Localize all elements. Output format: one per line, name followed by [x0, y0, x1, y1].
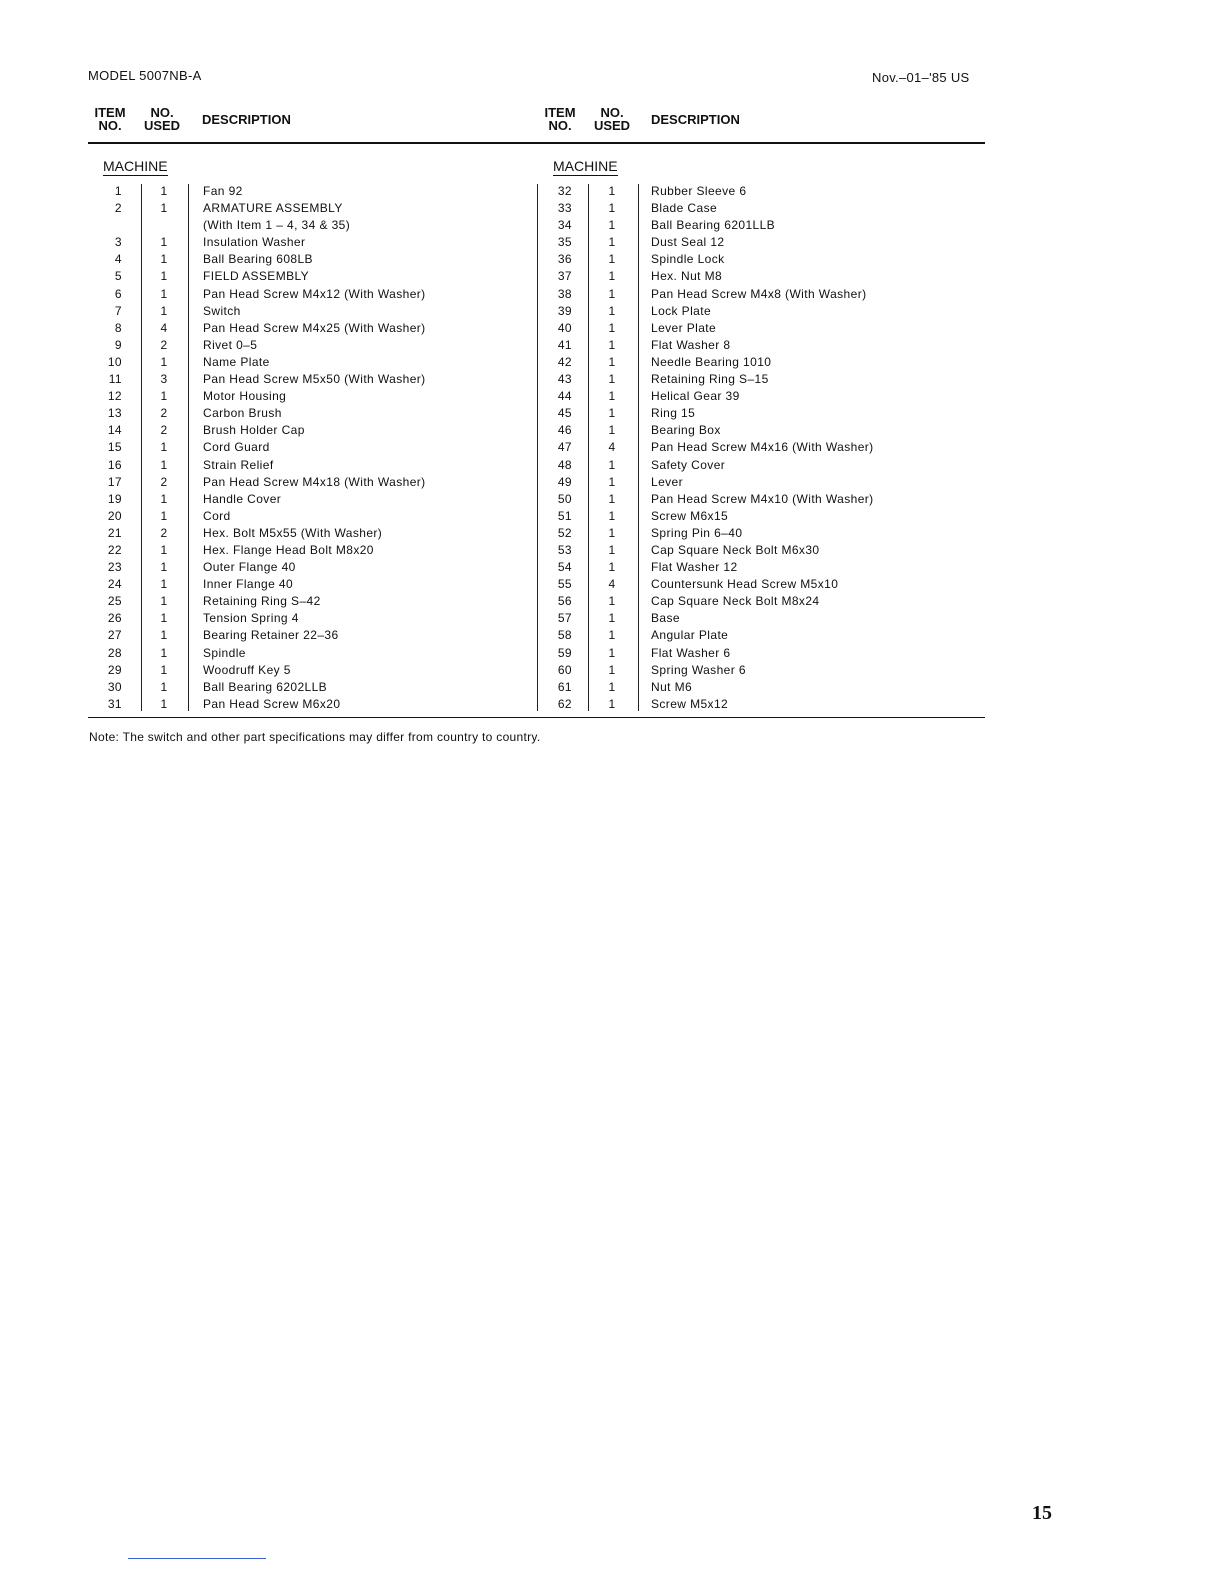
item-number: 45: [557, 406, 572, 421]
item-number: 60: [557, 662, 572, 677]
item-number: 13: [107, 406, 122, 421]
quantity-used: 1: [608, 303, 616, 318]
item-number: 28: [107, 645, 122, 660]
item-number: 8: [114, 320, 122, 335]
quantity-used: 1: [608, 201, 616, 216]
item-number: 16: [107, 457, 122, 472]
item-number: 35: [557, 235, 572, 250]
item-number: 26: [107, 611, 122, 626]
quantity-used: 1: [160, 628, 168, 643]
part-description: Screw M5x12: [651, 696, 729, 711]
part-description: Name Plate: [203, 354, 270, 369]
part-description: Helical Gear 39: [651, 389, 740, 404]
quantity-used: 1: [160, 354, 168, 369]
part-description: Rivet 0–5: [203, 337, 258, 352]
item-number: 19: [107, 491, 122, 506]
quantity-used: 1: [160, 662, 168, 677]
part-description: Pan Head Screw M4x18 (With Washer): [203, 474, 426, 489]
page-number: 15: [1032, 1502, 1052, 1524]
item-number: 21: [107, 525, 122, 540]
part-description: Handle Cover: [203, 491, 282, 506]
item-number: 41: [557, 337, 572, 352]
quantity-used: 1: [160, 577, 168, 592]
part-description: Spindle Lock: [651, 252, 725, 267]
no-used-heading: NO. USED: [593, 105, 631, 133]
quantity-used: 1: [160, 184, 168, 198]
decorative-line: [128, 1558, 266, 1559]
quantity-used: 1: [160, 252, 168, 267]
quantity-used: 1: [608, 696, 616, 711]
item-number: 53: [557, 542, 572, 557]
quantity-used: 1: [608, 252, 616, 267]
part-description: Pan Head Screw M5x50 (With Washer): [203, 372, 426, 387]
part-description: Cap Square Neck Bolt M8x24: [651, 594, 820, 609]
quantity-used: 1: [160, 269, 168, 284]
part-description: Needle Bearing 1010: [651, 354, 772, 369]
item-number: 10: [107, 354, 122, 369]
item-number: 30: [107, 679, 122, 694]
quantity-used: 1: [160, 389, 168, 404]
part-description: Outer Flange 40: [203, 560, 296, 575]
item-number: 42: [557, 354, 572, 369]
item-no-heading: ITEM NO.: [94, 105, 126, 133]
part-description: Lever: [651, 474, 684, 489]
quantity-used: 1: [160, 201, 168, 216]
quantity-used: 2: [160, 337, 168, 352]
part-description: Hex. Nut M8: [651, 269, 723, 284]
part-description: Cap Square Neck Bolt M6x30: [651, 542, 820, 557]
quantity-used: 1: [608, 508, 616, 523]
quantity-used: 1: [608, 542, 616, 557]
quantity-used: 1: [160, 508, 168, 523]
part-description: Strain Relief: [203, 457, 274, 472]
item-number: 52: [557, 525, 572, 540]
quantity-used: 4: [160, 320, 168, 335]
part-description: Lever Plate: [651, 320, 717, 335]
item-number: 24: [107, 577, 122, 592]
item-number: 12: [107, 389, 122, 404]
quantity-used: 1: [608, 423, 616, 438]
part-description: Spring Pin 6–40: [651, 525, 743, 540]
part-description: Fan 92: [203, 184, 243, 198]
date-label: Nov.–01–'85 US: [872, 70, 970, 85]
item-number: 54: [557, 560, 572, 575]
part-description: Dust Seal 12: [651, 235, 725, 250]
item-number: 51: [557, 508, 572, 523]
quantity-used: 1: [608, 354, 616, 369]
part-description: (With Item 1 – 4, 34 & 35): [203, 218, 351, 233]
item-number: 20: [107, 508, 122, 523]
quantity-used: 1: [160, 645, 168, 660]
item-number: 57: [557, 611, 572, 626]
quantity-used: 1: [608, 372, 616, 387]
footer-rule: [88, 717, 985, 718]
item-no-heading: ITEM NO.: [544, 105, 576, 133]
part-description: Screw M6x15: [651, 508, 729, 523]
part-description: Flat Washer 6: [651, 645, 731, 660]
part-description: Nut M6: [651, 679, 693, 694]
part-description: Cord: [203, 508, 231, 523]
part-description: Carbon Brush: [203, 406, 282, 421]
part-description: Base: [651, 611, 680, 626]
item-number: 47: [557, 440, 572, 455]
item-number: 40: [557, 320, 572, 335]
item-number: 3: [114, 235, 122, 250]
part-description: Ring 15: [651, 406, 696, 421]
quantity-used: 1: [160, 542, 168, 557]
item-number: 37: [557, 269, 572, 284]
part-description: Angular Plate: [651, 628, 729, 643]
part-description: Hex. Flange Head Bolt M8x20: [203, 542, 374, 557]
part-description: Lock Plate: [651, 303, 712, 318]
quantity-used: 2: [160, 406, 168, 421]
quantity-used: 1: [608, 645, 616, 660]
item-number: 32: [557, 184, 572, 198]
quantity-used: 1: [160, 286, 168, 301]
item-number: 2: [114, 201, 122, 216]
quantity-used: 4: [608, 440, 616, 455]
part-description: Switch: [203, 303, 241, 318]
quantity-used: 1: [160, 235, 168, 250]
part-description: Spindle: [203, 645, 246, 660]
description-heading: DESCRIPTION: [651, 112, 740, 127]
quantity-used: 1: [160, 611, 168, 626]
right-separator-2: [638, 184, 639, 711]
item-number: 38: [557, 286, 572, 301]
item-number: 61: [557, 679, 572, 694]
no-used-heading: NO. USED: [143, 105, 181, 133]
left-section-title: MACHINE: [103, 158, 168, 174]
quantity-used: 1: [160, 491, 168, 506]
quantity-used: 2: [160, 474, 168, 489]
quantity-used: 1: [608, 474, 616, 489]
right-separator-1: [588, 184, 589, 711]
description-heading: DESCRIPTION: [202, 112, 291, 127]
part-description: Countersunk Head Screw M5x10: [651, 577, 839, 592]
quantity-used: 1: [608, 628, 616, 643]
item-number: 1: [114, 184, 122, 198]
part-description: Flat Washer 12: [651, 560, 738, 575]
item-number: 15: [107, 440, 122, 455]
item-number: 17: [107, 474, 122, 489]
part-description: Ball Bearing 6201LLB: [651, 218, 776, 233]
part-description: Woodruff Key 5: [203, 662, 291, 677]
quantity-used: 1: [160, 457, 168, 472]
header-rule: [88, 142, 985, 144]
quantity-used: 2: [160, 423, 168, 438]
quantity-used: 1: [608, 594, 616, 609]
quantity-used: 1: [608, 286, 616, 301]
item-number: 31: [107, 696, 122, 711]
part-description: Pan Head Screw M4x16 (With Washer): [651, 440, 874, 455]
item-number: 5: [114, 269, 122, 284]
item-number: 14: [107, 423, 122, 438]
part-description: Cord Guard: [203, 440, 270, 455]
part-description: Tension Spring 4: [203, 611, 299, 626]
item-number: 59: [557, 645, 572, 660]
part-description: FIELD ASSEMBLY: [203, 269, 310, 284]
left-separator-2: [188, 184, 189, 711]
quantity-used: 1: [608, 269, 616, 284]
note-text: Note: The switch and other part specifications may differ from country to country.: [89, 730, 541, 744]
item-number: 7: [114, 303, 122, 318]
item-number: 56: [557, 594, 572, 609]
quantity-used: 3: [160, 372, 168, 387]
quantity-used: 1: [608, 662, 616, 677]
item-number: 23: [107, 560, 122, 575]
part-description: Rubber Sleeve 6: [651, 184, 747, 198]
quantity-used: 1: [160, 303, 168, 318]
item-number: 43: [557, 372, 572, 387]
part-description: Pan Head Screw M4x10 (With Washer): [651, 491, 874, 506]
quantity-used: 1: [608, 611, 616, 626]
item-number: 29: [107, 662, 122, 677]
quantity-used: 1: [608, 406, 616, 421]
part-description: Spring Washer 6: [651, 662, 746, 677]
item-number: 25: [107, 594, 122, 609]
item-number: 62: [557, 696, 572, 711]
item-number: 9: [114, 337, 122, 352]
part-description: Motor Housing: [203, 389, 287, 404]
item-number: 11: [108, 372, 122, 387]
part-description: Pan Head Screw M4x25 (With Washer): [203, 320, 426, 335]
part-description: ARMATURE ASSEMBLY: [203, 201, 343, 216]
quantity-used: 1: [608, 389, 616, 404]
item-number: 50: [557, 491, 572, 506]
part-description: Insulation Washer: [203, 235, 306, 250]
part-description: Retaining Ring S–42: [203, 594, 321, 609]
part-description: Safety Cover: [651, 457, 726, 472]
item-number: 39: [557, 303, 572, 318]
model-label: MODEL 5007NB-A: [88, 68, 202, 83]
part-description: Inner Flange 40: [203, 577, 294, 592]
item-number: 4: [114, 252, 122, 267]
part-description: Pan Head Screw M4x8 (With Washer): [651, 286, 867, 301]
item-number: 22: [107, 542, 122, 557]
quantity-used: 4: [608, 577, 616, 592]
quantity-used: 1: [608, 337, 616, 352]
quantity-used: 1: [608, 320, 616, 335]
part-description: Retaining Ring S–15: [651, 372, 769, 387]
part-description: Brush Holder Cap: [203, 423, 305, 438]
quantity-used: 1: [608, 525, 616, 540]
item-number: 49: [557, 474, 572, 489]
quantity-used: 2: [160, 525, 168, 540]
quantity-used: 1: [608, 184, 616, 198]
part-description: Ball Bearing 6202LLB: [203, 679, 328, 694]
item-number: 27: [107, 628, 122, 643]
part-description: Bearing Retainer 22–36: [203, 628, 339, 643]
item-number: 33: [557, 201, 572, 216]
item-number: 44: [557, 389, 572, 404]
item-number: 48: [557, 457, 572, 472]
part-description: Hex. Bolt M5x55 (With Washer): [203, 525, 383, 540]
quantity-used: 1: [608, 235, 616, 250]
quantity-used: 1: [608, 218, 616, 233]
quantity-used: 1: [608, 560, 616, 575]
quantity-used: 1: [160, 679, 168, 694]
right-section-title: MACHINE: [553, 158, 618, 174]
part-description: Flat Washer 8: [651, 337, 731, 352]
item-number: 36: [557, 252, 572, 267]
part-description: Pan Head Screw M4x12 (With Washer): [203, 286, 426, 301]
part-description: Ball Bearing 608LB: [203, 252, 313, 267]
quantity-used: 1: [608, 457, 616, 472]
left-separator-1: [141, 184, 142, 711]
quantity-used: 1: [160, 560, 168, 575]
quantity-used: 1: [160, 594, 168, 609]
item-number: 46: [557, 423, 572, 438]
item-number: 6: [114, 286, 122, 301]
quantity-used: 1: [160, 696, 168, 711]
item-number: 58: [557, 628, 572, 643]
part-description: Pan Head Screw M6x20: [203, 696, 341, 711]
quantity-used: 1: [160, 440, 168, 455]
part-description: Blade Case: [651, 201, 718, 216]
item-number: 34: [557, 218, 572, 233]
part-description: Bearing Box: [651, 423, 721, 438]
quantity-used: 1: [608, 679, 616, 694]
item-number: 55: [557, 577, 572, 592]
quantity-used: 1: [608, 491, 616, 506]
